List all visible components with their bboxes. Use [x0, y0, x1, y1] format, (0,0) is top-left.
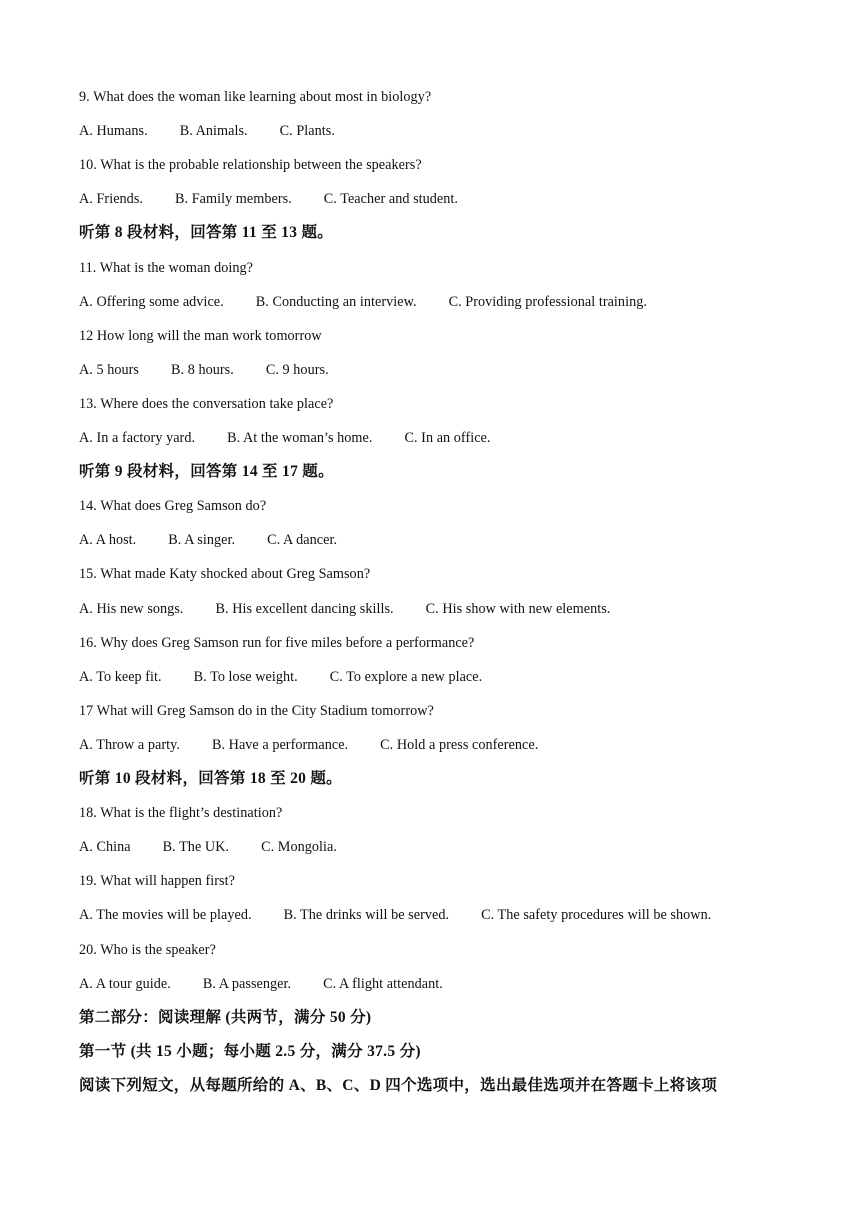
answer-options [79, 121, 335, 141]
answer-option: C. Providing professional training. [448, 293, 647, 310]
section-heading: 第二部分：阅读理解 (共两节，满分 50 分) [79, 1008, 372, 1026]
answer-option: A. Friends. [79, 191, 143, 208]
answer-options [79, 905, 711, 925]
answer-options [79, 428, 491, 448]
answer-option: A. A host. [79, 532, 137, 549]
answer-option: C. A dancer. [267, 532, 338, 549]
answer-option: A. 5 hours [79, 361, 140, 378]
question-text: 12 How long will the man work tomorrow [79, 327, 322, 344]
answer-option: C. Plants. [279, 123, 335, 140]
answer-options [79, 189, 458, 209]
answer-options [79, 837, 337, 857]
question-text: 14. What does Greg Samson do? [79, 498, 267, 515]
question-text: 13. Where does the conversation take place? [79, 395, 334, 412]
answer-option: B. Animals. [179, 123, 248, 140]
answer-option: C. A flight attendant. [323, 975, 443, 992]
answer-option: C. To explore a new place. [329, 668, 483, 685]
answer-option: A. Humans. [79, 123, 148, 140]
answer-option: B. Family members. [175, 191, 292, 208]
section-heading: 听第 9 段材料，回答第 14 至 17 题。 [79, 463, 334, 481]
answer-option: A. China [79, 839, 131, 856]
question-text: 9. What does the woman like learning about most in biology? [79, 89, 432, 105]
section-heading: 第一节 (共 15 小题；每小题 2.5 分，满分 37.5 分) [79, 1042, 421, 1060]
answer-option: B. A passenger. [202, 975, 292, 992]
section-heading: 阅读下列短文，从每题所给的 A、B、C、D 四个选项中，选出最佳选项并在答题卡上将该项 [79, 1076, 718, 1094]
answer-options [79, 530, 337, 550]
question-text: 19. What will happen first? [79, 873, 235, 890]
answer-option: A. In a factory yard. [79, 430, 196, 446]
answer-option: B. 8 hours. [171, 361, 234, 378]
answer-option: C. His show with new elements. [425, 600, 611, 617]
answer-options [79, 360, 329, 380]
answer-option: C. Mongolia. [261, 839, 337, 856]
question-text: 15. What made Katy shocked about Greg Samson? [79, 566, 371, 583]
question-text: 18. What is the flight’s destination? [79, 805, 283, 822]
answer-option: B. A singer. [168, 532, 236, 549]
answer-option: B. The drinks will be served. [283, 907, 450, 924]
answer-option: C. 9 hours. [265, 361, 329, 378]
answer-option: A. The movies will be played. [79, 907, 252, 924]
answer-options [79, 735, 538, 755]
answer-option: B. To lose weight. [193, 668, 298, 685]
question-text: 10. What is the probable relationship between the speakers? [79, 157, 422, 174]
answer-options [79, 292, 647, 312]
answer-option: A. To keep fit. [79, 668, 162, 685]
answer-option: A. Offering some advice. [79, 293, 224, 310]
question-text: 17 What will Greg Samson do in the City Stadium tomorrow? [79, 702, 434, 719]
answer-option: A. Throw a party. [79, 736, 180, 753]
question-text: 20. Who is the speaker? [79, 941, 216, 958]
answer-option: C. Hold a press conference. [380, 736, 539, 753]
section-heading: 听第 8 段材料，回答第 11 至 13 题。 [79, 224, 334, 242]
answer-option: C. Teacher and student. [323, 191, 459, 208]
answer-option: A. A tour guide. [79, 975, 171, 992]
answer-options [79, 599, 610, 619]
answer-option: A. His new songs. [79, 600, 184, 617]
answer-option: B. His excellent dancing skills. [215, 600, 394, 617]
question-text: 11. What is the woman doing? [79, 259, 253, 276]
answer-options [79, 667, 482, 687]
answer-options [79, 974, 443, 994]
section-heading: 听第 10 段材料，回答第 18 至 20 题。 [79, 770, 342, 787]
question-text: 16. Why does Greg Samson run for five miles before a performance? [79, 634, 475, 651]
answer-option: B. At the woman’s home. [227, 430, 373, 446]
answer-option: B. The UK. [162, 839, 230, 856]
answer-option: B. Have a performance. [211, 736, 349, 753]
answer-option: C. In an office. [404, 430, 491, 446]
answer-option: C. The safety procedures will be shown. [481, 907, 712, 924]
answer-option: B. Conducting an interview. [255, 293, 417, 310]
